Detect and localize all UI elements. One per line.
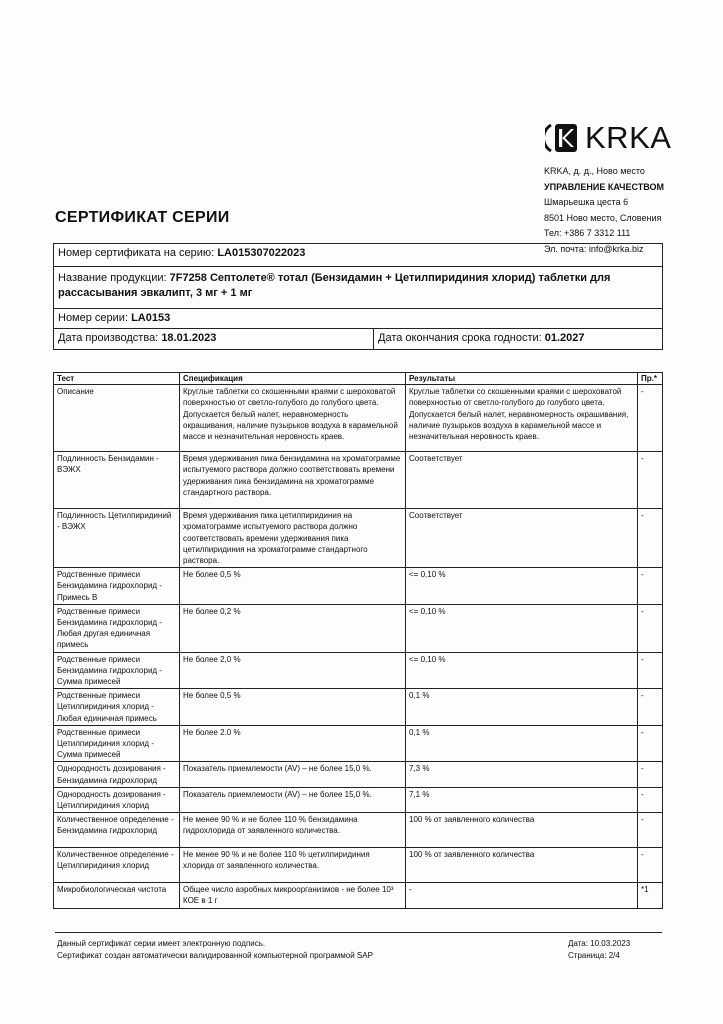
note-cell: - <box>638 385 663 452</box>
company-phone: Тел: +386 7 3312 111 <box>544 228 631 239</box>
expiry-date-value: 01.2027 <box>544 332 585 344</box>
test-cell: Однородность дозирования - Бензидамина гидрохлорид <box>54 762 180 787</box>
table-row <box>54 883 663 908</box>
spec-cell: Время удерживания пика бензидамина на хроматограмме испытуемого раствора должно соответствовать времени удерживания пика бензидамина на хроматограмме стандартного раствора. <box>180 452 406 509</box>
result-cell: 7,3 % <box>406 762 638 787</box>
spec-cell: Не более 0,5 % <box>180 568 406 605</box>
expiry-date-label: Дата окончания срока годности: <box>378 332 542 344</box>
company-line: KRKA, д. д., Ново место <box>544 166 645 176</box>
spec-cell: Не более 0,2 % <box>180 604 406 652</box>
spec-cell: Показатель приемлемости (AV) – не более 15,0 %. <box>180 762 406 787</box>
table-row <box>54 813 663 848</box>
production-date-value: 18.01.2023 <box>161 332 217 344</box>
table-header-row <box>54 373 663 385</box>
results-table <box>53 372 663 909</box>
result-cell: Соответствует <box>406 452 638 509</box>
product-row <box>54 267 662 309</box>
column-header: Спецификация <box>180 373 406 385</box>
table-row <box>54 652 663 689</box>
table-row <box>54 725 663 762</box>
expiry-date <box>374 329 589 349</box>
note-cell: - <box>638 762 663 787</box>
note-cell: - <box>638 652 663 689</box>
spec-cell: Круглые таблетки со скошенными краями с шероховатой поверхностью от светло-голубого до голубого цвета. Допускается белый налет, неравномерность окрашивания, наличие пузырьков воздуха в карамельной массе и незначительная неровность краев. <box>180 385 406 452</box>
spec-cell: Не более 2.0 % <box>180 725 406 762</box>
result-cell: <= 0,10 % <box>406 604 638 652</box>
product-label: Название продукции: <box>58 272 167 284</box>
table-row <box>54 787 663 812</box>
test-cell: Микробиологическая чистота <box>54 883 180 908</box>
batch-label: Номер серии: <box>58 312 128 324</box>
table-row <box>54 568 663 605</box>
footer-divider <box>55 932 662 933</box>
table-row <box>54 385 663 452</box>
company-line: 8501 Ново место, Словения <box>544 212 662 223</box>
note-cell: *1 <box>638 883 663 908</box>
result-cell: Соответствует <box>406 509 638 568</box>
result-cell: 0,1 % <box>406 689 638 726</box>
test-cell: Количественное определение - Цетилпиридиния хлорид <box>54 848 180 883</box>
column-header: Пр.* <box>638 373 663 385</box>
spec-cell: Не менее 90 % и не более 110 % цетилпиридиния хлорида от заявленного количества. <box>180 848 406 883</box>
production-date <box>54 329 374 349</box>
footer-signature-note: Данный сертификат серии имеет электронную подпись. <box>57 939 266 948</box>
result-cell: - <box>406 883 638 908</box>
result-cell: <= 0,10 % <box>406 652 638 689</box>
note-cell: - <box>638 689 663 726</box>
result-cell: 7,1 % <box>406 787 638 812</box>
footer-page-number: Страница: 2/4 <box>568 950 620 960</box>
test-cell: Однородность дозирования - Цетилпиридиния хлорид <box>54 787 180 812</box>
result-cell: 0,1 % <box>406 725 638 762</box>
batch-value: LA0153 <box>131 312 171 324</box>
footer-notes <box>57 938 373 961</box>
result-cell: 100 % от заявленного количества <box>406 813 638 848</box>
spec-cell: Показатель приемлемости (AV) – не более 15,0 %. <box>180 787 406 812</box>
product-value: 7F7258 Септолете® тотал (Бензидамин + Цетилпиридиния хлорид) таблетки для рассасывания эвкалипт, 3 мг + 1 мг <box>58 272 611 299</box>
production-date-label: Дата производства: <box>58 332 159 344</box>
company-email: Эл. почта: info@krka.biz <box>544 243 644 254</box>
test-cell: Подлинность Цетилпиридиний - ВЭЖХ <box>54 509 180 568</box>
spec-cell: Не более 0,5 % <box>180 689 406 726</box>
spec-cell: Время удерживания пика цетилпиридиния на хроматограмме испытуемого раствора должно соответствовать времени удерживания пика цетилпиридиния на хроматограмме стандартного раствора. <box>180 509 406 568</box>
krka-logo <box>545 118 671 158</box>
page-title: СЕРТИФИКАТ СЕРИИ <box>55 209 230 226</box>
test-cell: Родственные примеси Цетилпиридиния хлорид - Сумма примесей <box>54 725 180 762</box>
test-cell: Описание <box>54 385 180 452</box>
footer-meta <box>568 938 630 961</box>
spec-cell: Не более 2,0 % <box>180 652 406 689</box>
column-header: Результаты <box>406 373 638 385</box>
test-cell: Родственные примеси Бензидамина гидрохлорид - Любая другая единичная примесь <box>54 604 180 652</box>
test-cell: Родственные примеси Цетилпиридиния хлорид - Любая единичная примесь <box>54 689 180 726</box>
note-cell: - <box>638 725 663 762</box>
result-cell: Круглые таблетки со скошенными краями с шероховатой поверхностью от светло-голубого до голубого цвета. Допускается белый налет, неравномерность окрашивания, наличие пузырьков воздуха в карамельной массе и незначительная неровность краев. <box>406 385 638 452</box>
note-cell: - <box>638 848 663 883</box>
table-row <box>54 848 663 883</box>
dates-row <box>54 329 662 349</box>
column-header: Тест <box>54 373 180 385</box>
note-cell: - <box>638 509 663 568</box>
cert-number-label: Номер сертификата на серию: <box>58 247 215 259</box>
brand-name: KRKA <box>585 120 672 155</box>
note-cell: - <box>638 813 663 848</box>
test-cell: Подлинность Бензидамин - ВЭЖХ <box>54 452 180 509</box>
result-cell: 100 % от заявленного количества <box>406 848 638 883</box>
certificate-header-box <box>53 243 663 350</box>
company-department: УПРАВЛЕНИЕ КАЧЕСТВОМ <box>544 181 665 192</box>
cert-number-value: LA015307022023 <box>217 247 306 259</box>
test-cell: Родственные примеси Бензидамина гидрохлорид - Сумма примесей <box>54 652 180 689</box>
note-cell: - <box>638 452 663 509</box>
table-row <box>54 452 663 509</box>
footer-date: Дата: 10.03.2023 <box>568 939 631 948</box>
batch-row <box>54 309 662 329</box>
test-cell: Родственные примеси Бензидамина гидрохлорид - Примесь B <box>54 568 180 605</box>
table-row <box>54 689 663 726</box>
spec-cell: Общее число аэробных микроорганизмов - не более 10³ КОЕ в 1 г <box>180 883 406 908</box>
note-cell: - <box>638 568 663 605</box>
result-cell: <= 0,10 % <box>406 568 638 605</box>
krka-k-logo-icon <box>545 121 579 155</box>
spec-cell: Не менее 90 % и не более 110 % бензидамина гидрохлорида от заявленного количества. <box>180 813 406 848</box>
table-row <box>54 604 663 652</box>
footer-sap-note: Сертификат создан автоматически валидированной компьютерной программой SAP <box>57 950 373 960</box>
note-cell: - <box>638 787 663 812</box>
cert-number-row <box>54 244 662 267</box>
note-cell: - <box>638 604 663 652</box>
table-row <box>54 509 663 568</box>
test-cell: Количественное определение - Бензидамина гидрохлорид <box>54 813 180 848</box>
company-line: Шмарьешка цеста 6 <box>544 197 629 208</box>
table-row <box>54 762 663 787</box>
